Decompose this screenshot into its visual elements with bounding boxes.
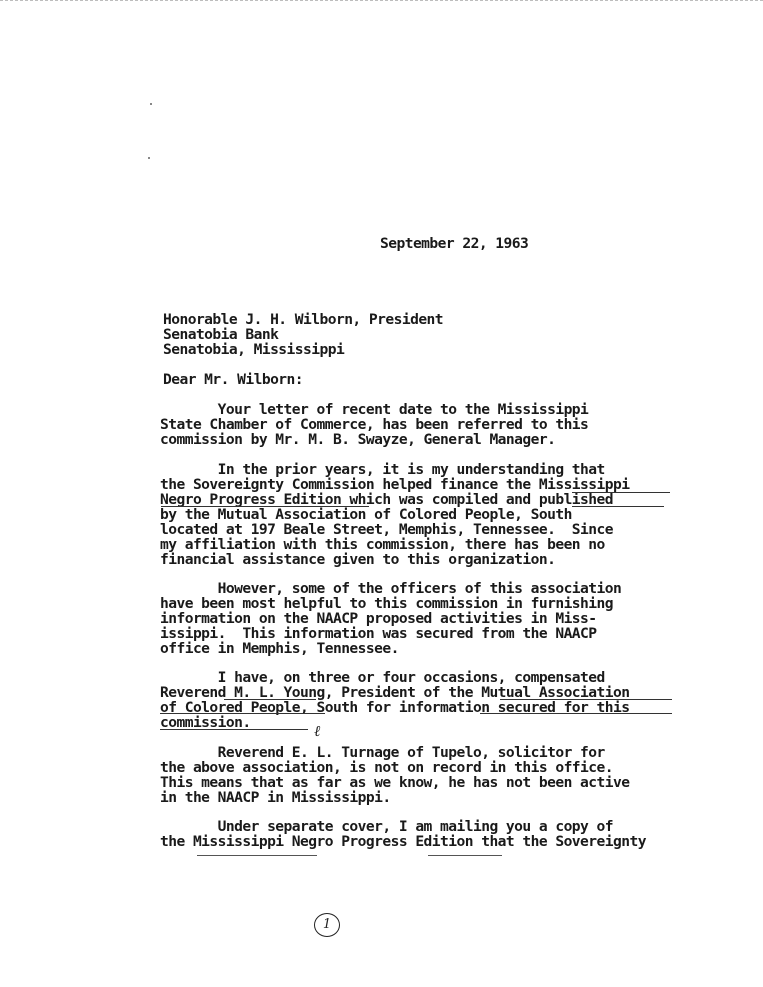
paragraph-2-line-1: In the prior years, it is my understanding that bbox=[160, 461, 605, 478]
paragraph-3-line-4: issippi. This information was secured from the NAACP bbox=[160, 625, 597, 642]
paragraph-4-line-4: commission. bbox=[160, 714, 251, 731]
smudge-line bbox=[197, 855, 317, 856]
paragraph-5-line-4: in the NAACP in Mississippi. bbox=[160, 789, 391, 806]
paragraph-1-line-2: State Chamber of Commerce, has been referred to this bbox=[160, 416, 589, 433]
paragraph-1-line-1: Your letter of recent date to the Mississippi bbox=[160, 401, 589, 418]
handwritten-underline bbox=[480, 713, 672, 714]
paragraph-2-line-2: the Sovereignty Commission helped finance the Mississippi bbox=[160, 476, 630, 493]
handwritten-underline bbox=[161, 506, 369, 507]
handwritten-underline bbox=[224, 699, 316, 700]
paragraph-1-line-3: commission by Mr. M. B. Swayze, General Manager. bbox=[160, 431, 556, 448]
handwritten-underline bbox=[500, 699, 672, 700]
paragraph-4-line-3: of Colored People, South for information secured for this bbox=[160, 699, 630, 716]
handwritten-mark: ℓ bbox=[314, 722, 321, 740]
salutation: Dear Mr. Wilborn: bbox=[163, 371, 304, 388]
scan-speck bbox=[150, 103, 152, 105]
paragraph-3-line-3: information on the NAACP proposed activities in Miss- bbox=[160, 610, 597, 627]
paragraph-4-line-2: Reverend M. L. Young, President of the Mutual Association bbox=[160, 684, 630, 701]
letter-date: September 22, 1963 bbox=[380, 235, 529, 252]
paragraph-2-line-6: my affiliation with this commission, there has been no bbox=[160, 536, 605, 553]
paragraph-5-line-1: Reverend E. L. Turnage of Tupelo, solicitor for bbox=[160, 744, 605, 761]
paragraph-2-line-4: by the Mutual Association of Colored People, South bbox=[160, 506, 572, 523]
paragraph-6-line-2: the Mississippi Negro Progress Edition that the Sovereignty bbox=[160, 833, 646, 850]
paragraph-5-line-3: This means that as far as we know, he has not been active bbox=[160, 774, 630, 791]
page-number: 1 bbox=[314, 913, 340, 937]
handwritten-underline bbox=[160, 713, 325, 714]
page-top-border bbox=[0, 0, 763, 1]
recipient-name: Honorable J. H. Wilborn, President bbox=[163, 311, 444, 328]
smudge-line bbox=[428, 855, 502, 856]
paragraph-3-line-1: However, some of the officers of this association bbox=[160, 580, 622, 597]
handwritten-underline bbox=[160, 729, 308, 730]
paragraph-2-line-7: financial assistance given to this organization. bbox=[160, 551, 556, 568]
paragraph-3-line-5: office in Memphis, Tennessee. bbox=[160, 640, 399, 657]
paragraph-3-line-2: have been most helpful to this commission in furnishing bbox=[160, 595, 613, 612]
recipient-bank: Senatobia Bank bbox=[163, 326, 279, 343]
paragraph-6-line-1: Under separate cover, I am mailing you a copy of bbox=[160, 818, 613, 835]
paragraph-2-line-5: located at 197 Beale Street, Memphis, Tennessee. Since bbox=[160, 521, 613, 538]
scan-speck bbox=[148, 157, 150, 159]
handwritten-underline bbox=[572, 492, 670, 493]
paragraph-2-line-3: Negro Progress Edition which was compiled and published bbox=[160, 491, 613, 508]
paragraph-4-line-1: I have, on three or four occasions, compensated bbox=[160, 669, 605, 686]
recipient-city: Senatobia, Mississippi bbox=[163, 341, 345, 358]
handwritten-underline bbox=[572, 506, 664, 507]
paragraph-5-line-2: the above association, is not on record in this office. bbox=[160, 759, 613, 776]
